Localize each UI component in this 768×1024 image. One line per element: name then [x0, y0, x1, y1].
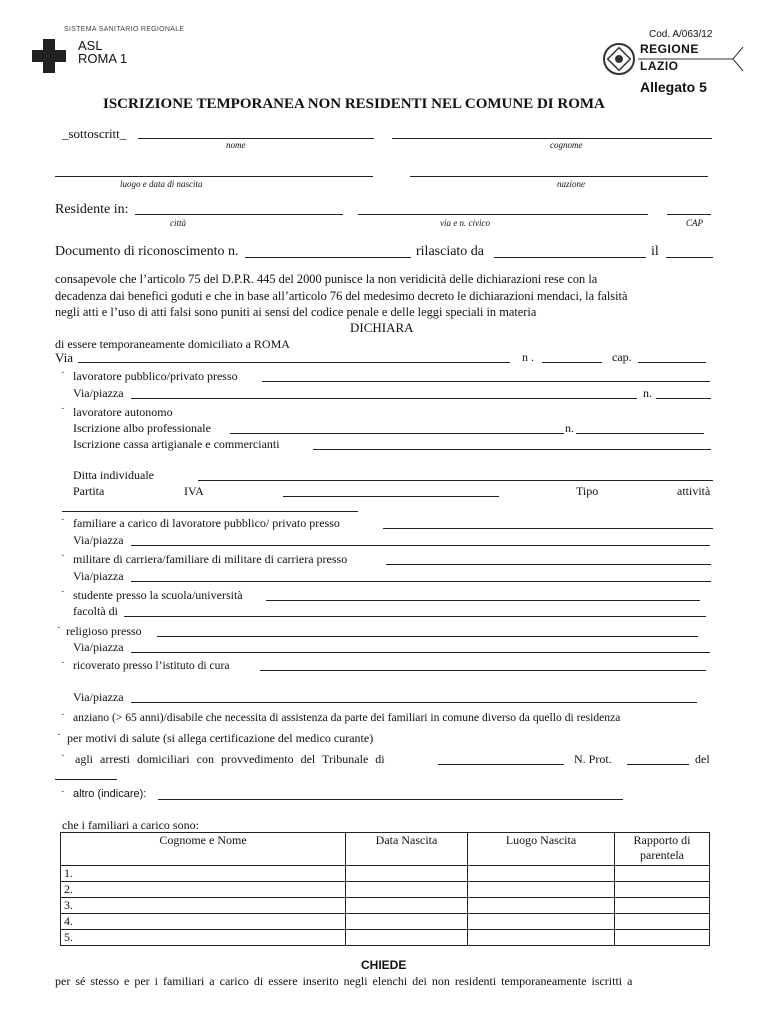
militare-field[interactable] — [386, 564, 711, 565]
arresti-label: agli arresti domiciliari con provvedimento del Tribunale di — [75, 752, 385, 766]
albo-field[interactable] — [230, 433, 564, 434]
header-luogo-nascita: Luogo Nascita — [468, 833, 615, 866]
sottoscritt-label: _sottoscritt_ — [62, 126, 127, 141]
ricoverato-via-label: Via/piazza — [73, 690, 124, 704]
header-rapporto: Rapporto di parentela — [615, 833, 710, 866]
militare-via-field[interactable] — [131, 581, 711, 582]
anziano-label: anziano (> 65 anni)/disabile che necessita di assistenza da parte dei familiari in comune diverso da quello di residenza — [73, 711, 621, 724]
cassa-label: Iscrizione cassa artigianale e commercianti — [73, 437, 280, 451]
system-label: SISTEMA SANITARIO REGIONALE — [64, 26, 185, 33]
bullet: · — [61, 514, 65, 526]
header-data-nascita: Data Nascita — [346, 833, 468, 866]
domicilio-n-field[interactable] — [542, 362, 602, 363]
iva-label: IVA — [184, 484, 204, 498]
autonomo-label: lavoratore autonomo — [73, 405, 173, 419]
nazione-field[interactable] — [410, 176, 708, 177]
via-civico-field[interactable] — [358, 214, 648, 215]
ricoverato-via-field[interactable] — [131, 702, 697, 703]
prot-field[interactable] — [627, 764, 689, 765]
domicilio-cap-field[interactable] — [638, 362, 706, 363]
document-code: Cod. A/063/12 — [649, 29, 713, 40]
chiede-heading: CHIEDE — [361, 958, 407, 972]
facolta-label: facoltà di — [73, 604, 118, 618]
albo-n-field[interactable] — [576, 433, 704, 434]
rilasciato-label: rilasciato da — [416, 244, 485, 259]
declaration-line3: negli atti e l’uso di atti falsi sono puniti ai sensi del codice penale e delle leggi speciali in materia — [55, 305, 537, 319]
dichiara-heading: DICHIARA — [350, 320, 414, 335]
table-row[interactable]: 2. — [61, 882, 710, 898]
asl-line2: ROMA 1 — [78, 51, 128, 66]
religioso-label: religioso presso — [66, 624, 142, 638]
cognome-caption: cognome — [550, 140, 583, 150]
rilasciato-field[interactable] — [494, 257, 646, 258]
family-intro: che i familiari a carico sono: — [62, 818, 199, 832]
familiare-field[interactable] — [383, 528, 713, 529]
via-civico-caption: via e n. civico — [440, 218, 490, 228]
cap-field[interactable] — [667, 214, 711, 215]
salute-label: per motivi di salute (si allega certificazione del medico curante) — [67, 731, 374, 745]
nazione-caption: nazione — [557, 179, 585, 189]
nome-caption: nome — [226, 140, 246, 150]
documento-label: Documento di riconoscimento n. — [55, 244, 239, 259]
form-title: ISCRIZIONE TEMPORANEA NON RESIDENTI NEL COMUNE DI ROMA — [103, 96, 605, 112]
header-cognome-nome: Cognome e Nome — [61, 833, 346, 866]
familiare-via-label: Via/piazza — [73, 533, 124, 547]
pubblico-via-label: Via/piazza — [73, 386, 124, 400]
bullet: · — [61, 750, 65, 762]
del-field[interactable] — [55, 779, 117, 780]
residente-label: Residente in: — [55, 202, 129, 217]
citta-field[interactable] — [135, 214, 343, 215]
militare-label: militare di carriera/familiare di militare di carriera presso — [73, 552, 348, 566]
albo-label: Iscrizione albo professionale — [73, 421, 211, 435]
domicilio-via-label: Via — [55, 350, 73, 365]
partita-iva-field[interactable] — [283, 496, 499, 497]
prot-label: N. Prot. — [574, 752, 612, 766]
cap-caption: CAP — [686, 218, 703, 228]
bullet: · — [61, 403, 65, 415]
cognome-field[interactable] — [392, 138, 712, 139]
ricoverato-field[interactable] — [260, 670, 706, 671]
luogo-data-caption: luogo e data di nascita — [120, 179, 203, 189]
regione-logo — [600, 42, 740, 76]
declaration-line2: decadenza dai benefici goduti e che in base all’articolo 76 del medesimo decreto le dichiarazioni mendaci, la falsità — [55, 289, 628, 303]
bullet: · — [57, 622, 61, 634]
albo-n-label: n. — [565, 421, 574, 435]
familiare-via-field[interactable] — [131, 545, 710, 546]
domicilio-cap-label: cap. — [612, 350, 632, 364]
ditta-field[interactable] — [198, 480, 713, 481]
del-label: del — [695, 752, 710, 766]
altro-label: altro (indicare): — [73, 788, 147, 800]
citta-caption: città — [170, 218, 186, 228]
bullet: · — [61, 586, 65, 598]
religioso-via-label: Via/piazza — [73, 640, 124, 654]
domicilio-n-label: n . — [522, 350, 534, 364]
ditta-label: Ditta individuale — [73, 468, 154, 482]
table-row[interactable]: 1. — [61, 866, 710, 882]
cassa-field[interactable] — [313, 449, 711, 450]
allegato-label: Allegato 5 — [640, 79, 707, 95]
nome-field[interactable] — [138, 138, 374, 139]
militare-via-label: Via/piazza — [73, 569, 124, 583]
religioso-field[interactable] — [157, 636, 698, 637]
request-text: per sé stesso e per i familiari a carico di essere inserito negli elenchi dei non residenti temporaneamente iscritti a — [55, 974, 633, 988]
tipo-attivita-field[interactable] — [62, 511, 358, 512]
domicilio-text: di essere temporaneamente domiciliato a ROMA — [55, 337, 290, 351]
tipo-label: Tipo — [576, 484, 599, 498]
domicilio-via-field[interactable] — [78, 362, 510, 363]
table-row[interactable]: 3. — [61, 898, 710, 914]
partita-label: Partita — [73, 484, 105, 498]
bullet: · — [61, 550, 65, 562]
studente-field[interactable] — [266, 600, 700, 601]
tribunale-field[interactable] — [438, 764, 564, 765]
family-table — [60, 832, 710, 946]
il-label: il — [651, 244, 659, 259]
regione-line1: REGIONE — [640, 42, 699, 56]
familiare-label: familiare a carico di lavoratore pubblico/ privato presso — [73, 516, 340, 530]
ricoverato-label: ricoverato presso l’istituto di cura — [73, 659, 230, 672]
bullet: · — [61, 786, 65, 798]
documento-field[interactable] — [245, 257, 411, 258]
pubblico-n-field[interactable] — [656, 398, 711, 399]
pubblico-n-label: n. — [643, 386, 652, 400]
il-field[interactable] — [666, 257, 713, 258]
studente-label: studente presso la scuola/università — [73, 588, 243, 602]
bullet: · — [61, 367, 65, 379]
asl-line1: ASL — [78, 38, 103, 53]
bullet: · — [57, 729, 61, 741]
table-row[interactable]: 5. — [61, 930, 710, 946]
luogo-data-field[interactable] — [55, 176, 373, 177]
attivita-label: attività — [677, 484, 711, 498]
regione-emblem-icon — [602, 42, 636, 76]
facolta-field[interactable] — [124, 616, 706, 617]
declaration-line1: consapevole che l’articolo 75 del D.P.R. 445 del 2000 punisce la non veridicità delle dichiarazioni rese con la — [55, 272, 598, 286]
bullet: · — [61, 709, 65, 721]
bullet: · — [61, 657, 65, 669]
pubblico-label: lavoratore pubblico/privato presso — [73, 369, 238, 383]
health-cross-icon — [32, 39, 66, 73]
altro-field[interactable] — [158, 799, 623, 800]
pubblico-via-field[interactable] — [131, 398, 637, 399]
regione-line2: LAZIO — [640, 59, 679, 73]
pubblico-field[interactable] — [262, 381, 710, 382]
religioso-via-field[interactable] — [131, 652, 710, 653]
table-row[interactable]: 4. — [61, 914, 710, 930]
